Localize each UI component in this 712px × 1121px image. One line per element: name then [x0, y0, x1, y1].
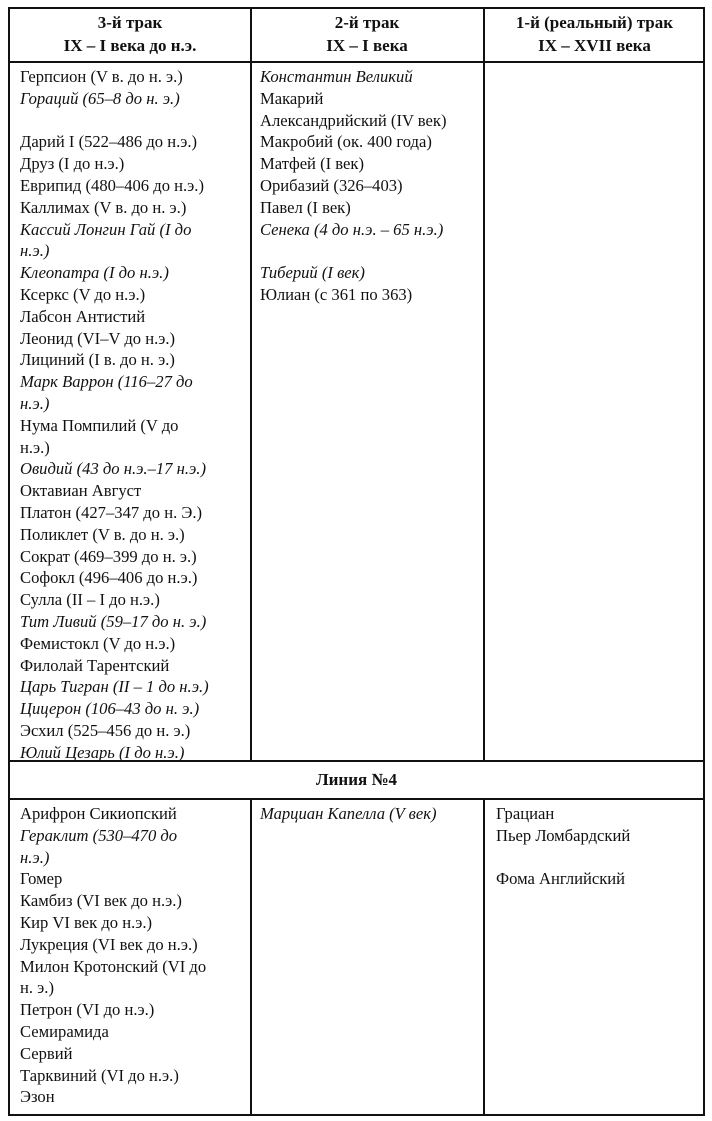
list-item: Грациан	[496, 804, 555, 823]
header-col3-subtitle: IX – XVII века	[538, 36, 651, 55]
list-item: Макарий	[260, 88, 324, 108]
list-item: Камбиз (VI век до н.э.)	[20, 891, 182, 911]
list-item: Эзон	[20, 1087, 55, 1107]
list-item: Марк Варрон (116–27 до	[20, 372, 193, 392]
col-divider-1b	[250, 798, 252, 1114]
list-item: Гераклит (530–470 до	[20, 825, 178, 845]
list-item: Друз (I до н.э.)	[20, 154, 125, 174]
list-item: Макробий (ок. 400 года)	[260, 132, 432, 152]
list-item: Александрийский (IV век)	[260, 110, 447, 130]
list-item: Тит Ливий (59–17 до н. э.)	[20, 611, 207, 631]
list-item: Фемистокл (V до н.э.)	[20, 633, 176, 653]
list-item: Леонид (VI–V до н.э.)	[20, 328, 176, 348]
list-item: Платон (427–347 до н. Э.)	[20, 502, 203, 522]
list-item: н.э.)	[20, 393, 50, 413]
list-item: Тиберий (I век)	[260, 263, 365, 283]
header-col3	[484, 9, 705, 57]
list-item: Петрон (VI до н.э.)	[20, 1000, 155, 1020]
names-table	[8, 7, 705, 1116]
list-item: Гомер	[20, 869, 63, 889]
header-col2-subtitle: IX – I века	[326, 36, 408, 55]
list-item: Поликлет (V в. до н. э.)	[20, 524, 185, 544]
list-item: Милон Кротонский (VI до	[20, 956, 207, 976]
list-item: Гораций (65–8 до н. э.)	[20, 88, 180, 108]
list-item: н.э.)	[20, 437, 50, 457]
header-col1-subtitle: IX – I века до н.э.	[63, 36, 197, 55]
list-item: Семирамида	[20, 1021, 109, 1041]
list-item: Сократ (469–399 до н. э.)	[20, 546, 197, 566]
line4-title: Линия №4	[315, 770, 398, 789]
list-item: Софокл (496–406 до н.э.)	[20, 568, 198, 588]
list-item: Сулла (II – I до н.э.)	[20, 590, 160, 610]
list-item: Фома Английский	[496, 869, 626, 889]
section2-col1	[20, 803, 245, 1108]
list-item: Дарий I (522–486 до н.э.)	[20, 132, 198, 152]
list-item: Лукреция (VI век до н.э.)	[20, 934, 198, 954]
header-col2	[251, 9, 483, 57]
list-item: Арифрон Сикиопский	[20, 804, 177, 823]
list-item: Октавиан Август	[20, 481, 142, 501]
section1-col2	[260, 66, 480, 306]
list-item: Кир VI век до н.э.)	[20, 912, 153, 932]
list-item: Еврипид (480–406 до н.э.)	[20, 175, 204, 195]
list-item	[20, 110, 245, 132]
header-col1	[10, 9, 250, 57]
section2-col3	[496, 803, 701, 890]
list-item: Сервий	[20, 1043, 73, 1063]
list-item: Герпсион (V в. до н. э.)	[20, 67, 183, 86]
list-item: Каллимах (V в. до н. э.)	[20, 197, 187, 217]
list-item: Цицерон (106–43 до н. э.)	[20, 699, 200, 719]
list-item: Орибазий (326–403)	[260, 175, 403, 195]
section2-col2	[260, 803, 480, 825]
list-item: н.э.)	[20, 241, 50, 261]
list-item: Сенека (4 до н.э. – 65 н.э.)	[260, 219, 444, 239]
list-item: Матфей (I век)	[260, 154, 364, 174]
list-item: Овидий (43 до н.э.–17 н.э.)	[20, 459, 206, 479]
list-item: Тарквиний (VI до н.э.)	[20, 1065, 179, 1085]
list-item: Юлий Цезарь (I до н.э.)	[20, 742, 185, 762]
header-divider	[10, 61, 703, 63]
section1-col1	[20, 66, 245, 764]
list-item: н.э.)	[20, 847, 50, 867]
col-divider-2b	[483, 798, 485, 1114]
list-item: Клеопатра (I до н.э.)	[20, 263, 169, 283]
list-item: Константин Великий	[260, 67, 413, 86]
list-item: н. э.)	[20, 978, 54, 998]
list-item: Павел (I век)	[260, 197, 351, 217]
header-col1-title: 3-й трак	[97, 13, 163, 32]
list-item: Кассий Лонгин Гай (I до	[20, 219, 192, 239]
col-divider-2a	[483, 9, 485, 760]
list-item: Нума Помпилий (V до	[20, 415, 179, 435]
list-item	[260, 240, 480, 262]
list-item: Пьер Ломбардский	[496, 825, 631, 845]
list-item: Лабсон Антистий	[20, 306, 146, 326]
list-item: Юлиан (с 361 по 363)	[260, 284, 413, 304]
list-item: Лициний (I в. до н. э.)	[20, 350, 175, 370]
header-col2-title: 2-й трак	[334, 13, 400, 32]
list-item: Ксеркс (V до н.э.)	[20, 284, 146, 304]
list-item	[496, 847, 701, 869]
col-divider-1a	[250, 9, 252, 760]
list-item: Марциан Капелла (V век)	[260, 804, 437, 823]
list-item: Филолай Тарентский	[20, 655, 170, 675]
header-col3-title: 1-й (реальный) трак	[515, 13, 674, 32]
list-item: Царь Тигран (II – 1 до н.э.)	[20, 677, 209, 697]
list-item: Эсхил (525–456 до н. э.)	[20, 720, 191, 740]
